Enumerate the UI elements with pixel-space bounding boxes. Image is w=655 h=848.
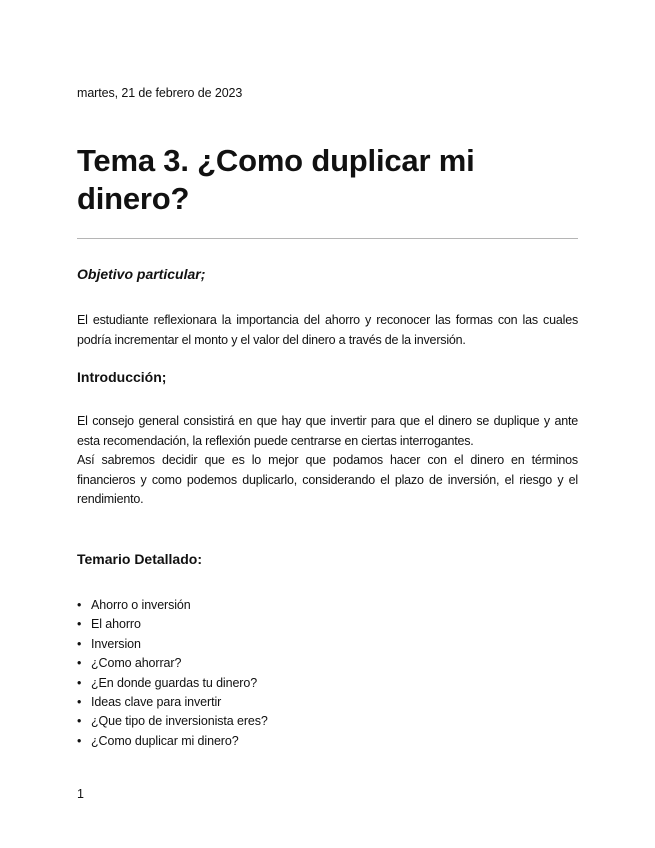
bullet-icon: • (77, 617, 82, 632)
page-title: Tema 3. ¿Como duplicar mi dinero? (77, 143, 475, 216)
list-item (77, 654, 268, 673)
objective-text: El estudiante reflexionara la importancia del ahorro y reconocer las formas con las cuales podría incrementar el monto y el valor del dinero a través de la inversión. (77, 313, 578, 347)
bullet-icon: • (77, 598, 82, 612)
bullet-icon: • (77, 636, 82, 651)
list-item (77, 732, 268, 751)
list-item-label: ¿En donde guardas tu dinero? (91, 675, 258, 690)
list-item-label: ¿Como duplicar mi dinero? (91, 733, 239, 748)
list-item-label: ¿Como ahorrar? (91, 656, 182, 671)
document-date: martes, 21 de febrero de 2023 (77, 86, 243, 100)
list-item-label: ¿Que tipo de inversionista eres? (91, 714, 268, 729)
bullet-icon: • (77, 733, 82, 748)
bullet-icon: • (77, 656, 82, 671)
bullet-icon: • (77, 714, 82, 729)
introduction-heading: Introducción; (77, 369, 167, 385)
title-divider (77, 238, 578, 239)
objective-heading: Objetivo particular; (77, 266, 206, 282)
list-item-label: Ahorro o inversión (91, 598, 191, 612)
syllabus-heading: Temario Detallado: (77, 551, 202, 567)
syllabus-list (77, 596, 268, 751)
introduction-paragraph-2: Así sabremos decidir que es lo mejor que podamos hacer con el dinero en términos financieros y como podemos duplicarlo, considerando el plazo de inversión, el riesgo y el rendimiento. (77, 453, 578, 506)
bullet-icon: • (77, 675, 82, 690)
list-item (77, 596, 268, 615)
list-item-label: Inversion (91, 636, 141, 651)
page-number: 1 (77, 787, 84, 801)
list-item (77, 615, 268, 634)
list-item-label: Ideas clave para invertir (91, 694, 222, 709)
introduction-paragraph-1: El consejo general consistirá en que hay que invertir para que el dinero se duplique y ante esta recomendación, la reflexión puede centrarse en ciertas interrogantes. (77, 414, 578, 448)
list-item (77, 674, 268, 693)
list-item (77, 635, 268, 654)
bullet-icon: • (77, 694, 82, 709)
list-item-label: El ahorro (91, 617, 141, 632)
list-item (77, 712, 268, 731)
list-item (77, 693, 268, 712)
